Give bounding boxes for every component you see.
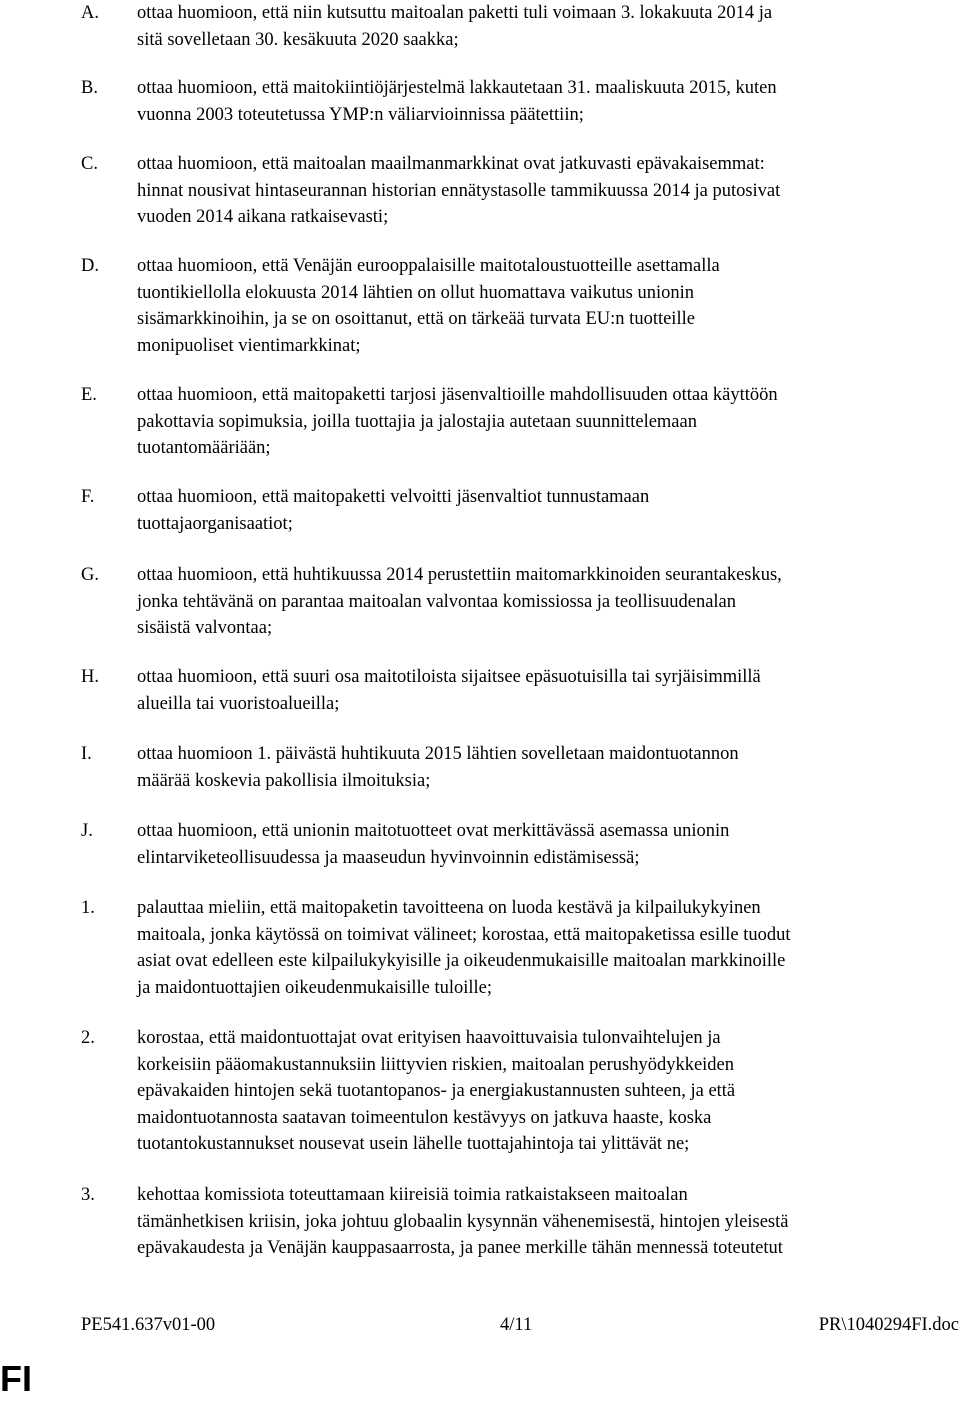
item-text bbox=[137, 1182, 959, 1262]
text-line: tuotantomääriään; bbox=[137, 438, 271, 458]
item-text bbox=[137, 151, 959, 231]
item-text bbox=[137, 895, 959, 1001]
text-line: kehottaa komissiota toteuttamaan kiireisiä toimia ratkaistakseen maitoalan bbox=[137, 1185, 688, 1205]
text-line: alueilla tai vuoristoalueilla; bbox=[137, 693, 340, 714]
item-label: F. bbox=[81, 487, 95, 507]
text-line: asiat ovat edelleen este kilpailukykyisille ja oikeudenmukaisille maitoalan markkinoille bbox=[137, 951, 786, 971]
item-label: C. bbox=[81, 154, 98, 174]
item-label: 1. bbox=[81, 898, 95, 918]
text-line: tuontikiellolla elokuusta 2014 lähtien on ollut huomattava vaikutus unionin bbox=[137, 282, 694, 303]
text-line: vuonna 2003 toteutetussa YMP:n väliarvioinnissa päätettiin; bbox=[137, 104, 584, 125]
text-line: ottaa huomioon, että huhtikuussa 2014 perustettiin maitomarkkinoiden seurantakeskus, bbox=[137, 565, 782, 585]
text-line: ottaa huomioon, että suuri osa maitotiloista sijaitsee epäsuotuisilla tai syrjäisimmillä bbox=[137, 667, 761, 687]
text-line: tuottajaorganisaatiot; bbox=[137, 513, 293, 534]
item-label: E. bbox=[81, 385, 97, 405]
text-line: elintarviketeollisuudessa ja maaseudun hyvinvoinnin edistämisessä; bbox=[137, 847, 640, 868]
text-line: tämänhetkisen kriisin, joka johtuu globaalin kysynnän vähenemisestä, hintojen yleisestä bbox=[137, 1211, 789, 1232]
document-reference: PE541.637v01-00 bbox=[81, 1315, 216, 1335]
item-text bbox=[137, 818, 959, 871]
text-line: palauttaa mieliin, että maitopaketin tavoitteena on luoda kestävä ja kilpailukykyinen bbox=[137, 898, 761, 918]
item-text bbox=[137, 75, 959, 128]
text-line: sisämarkkinoihin, ja se on osoittanut, että on tärkeää turvata EU:n tuotteille bbox=[137, 309, 695, 329]
page-footer bbox=[0, 1312, 960, 1338]
text-line: jonka tehtävänä on parantaa maitoalan valvontaa komissiossa ja teollisuudenalan bbox=[137, 591, 737, 612]
text-line: ja maidontuottajien oikeudenmukaisille tuloille; bbox=[137, 977, 493, 998]
text-line: hinnat nousivat hintaseurannan historian ennätystasolle tammikuussa 2014 ja putosivat bbox=[137, 180, 781, 201]
item-text bbox=[137, 484, 959, 537]
file-name: PR\1040294FI.doc bbox=[818, 1315, 959, 1335]
text-line: korostaa, että maidontuottajat ovat erityisen haavoittuvaisia tulonvaihtelujen ja bbox=[137, 1028, 721, 1048]
item-text bbox=[137, 253, 959, 359]
text-line: ottaa huomioon, että maitopaketti tarjosi jäsenvaltioille mahdollisuuden ottaa käyttöön bbox=[137, 385, 778, 405]
item-label: B. bbox=[81, 78, 98, 98]
text-line: epävakaudesta ja Venäjän kauppasaarrosta, ja panee merkille tähän mennessä toteutetut bbox=[137, 1238, 783, 1258]
text-line: ottaa huomioon, että unionin maitotuotteet ovat merkittävässä asemassa unionin bbox=[137, 821, 730, 841]
text-line: tuotantokustannukset nousevat usein lähelle tuottajahintoja tai ylittävät ne; bbox=[137, 1134, 690, 1154]
text-line: ottaa huomioon, että maitoalan maailmanmarkkinat ovat jatkuvasti epävakaisemmat: bbox=[137, 154, 765, 174]
text-line: vuoden 2014 aikana ratkaisevasti; bbox=[137, 207, 389, 227]
text-line: maidontuotannosta saatavan toimeentulon kestävyys on jatkuva haaste, koska bbox=[137, 1107, 712, 1128]
item-label: A. bbox=[81, 3, 99, 23]
item-label: G. bbox=[81, 565, 99, 585]
text-line: maitoala, jonka käytössä on toimivat välineet; korostaa, että maitopaketissa esille tuodut bbox=[137, 924, 791, 945]
text-line: ottaa huomioon, että maitokiintiöjärjestelmä lakkautetaan 31. maaliskuuta 2015, kuten bbox=[137, 78, 777, 98]
page-number: 4/11 bbox=[500, 1315, 533, 1335]
text-line: pakottavia sopimuksia, joilla tuottajia ja jalostajia autetaan suunnittelemaan bbox=[137, 411, 697, 432]
text-line: korkeisiin pääomakustannuksiin liittyvien riskien, maitoalan perushyödykkeiden bbox=[137, 1054, 735, 1075]
item-label: J. bbox=[81, 821, 93, 841]
text-line: ottaa huomioon, että Venäjän eurooppalaisille maitotaloustuotteille asettamalla bbox=[137, 256, 720, 276]
item-label: 2. bbox=[81, 1028, 95, 1048]
text-line: ottaa huomioon, että niin kutsuttu maitoalan paketti tuli voimaan 3. lokakuuta 2014 ja bbox=[137, 3, 773, 23]
item-label: H. bbox=[81, 667, 99, 687]
text-line: ottaa huomioon 1. päivästä huhtikuuta 2015 lähtien sovelletaan maidontuotannon bbox=[137, 744, 739, 764]
item-text bbox=[137, 741, 959, 794]
item-text bbox=[137, 664, 959, 717]
item-text bbox=[137, 382, 959, 462]
text-line: ottaa huomioon, että maitopaketti velvoitti jäsenvaltiot tunnustamaan bbox=[137, 487, 650, 507]
language-code: FI bbox=[0, 1358, 32, 1399]
text-line: sitä sovelletaan 30. kesäkuuta 2020 saakka; bbox=[137, 29, 459, 50]
text-line: epävakaiden hintojen sekä tuotantopanos- ja energiakustannusten suhteen, ja että bbox=[137, 1081, 736, 1101]
item-text bbox=[137, 1025, 959, 1158]
text-line: määrää koskevia pakollisia ilmoituksia; bbox=[137, 770, 431, 791]
item-label: I. bbox=[81, 744, 92, 764]
item-label: 3. bbox=[81, 1185, 95, 1205]
text-line: sisäistä valvontaa; bbox=[137, 618, 273, 638]
item-text bbox=[137, 0, 959, 53]
text-line: monipuoliset vientimarkkinat; bbox=[137, 335, 361, 356]
item-text bbox=[137, 562, 959, 642]
item-label: D. bbox=[81, 256, 99, 276]
